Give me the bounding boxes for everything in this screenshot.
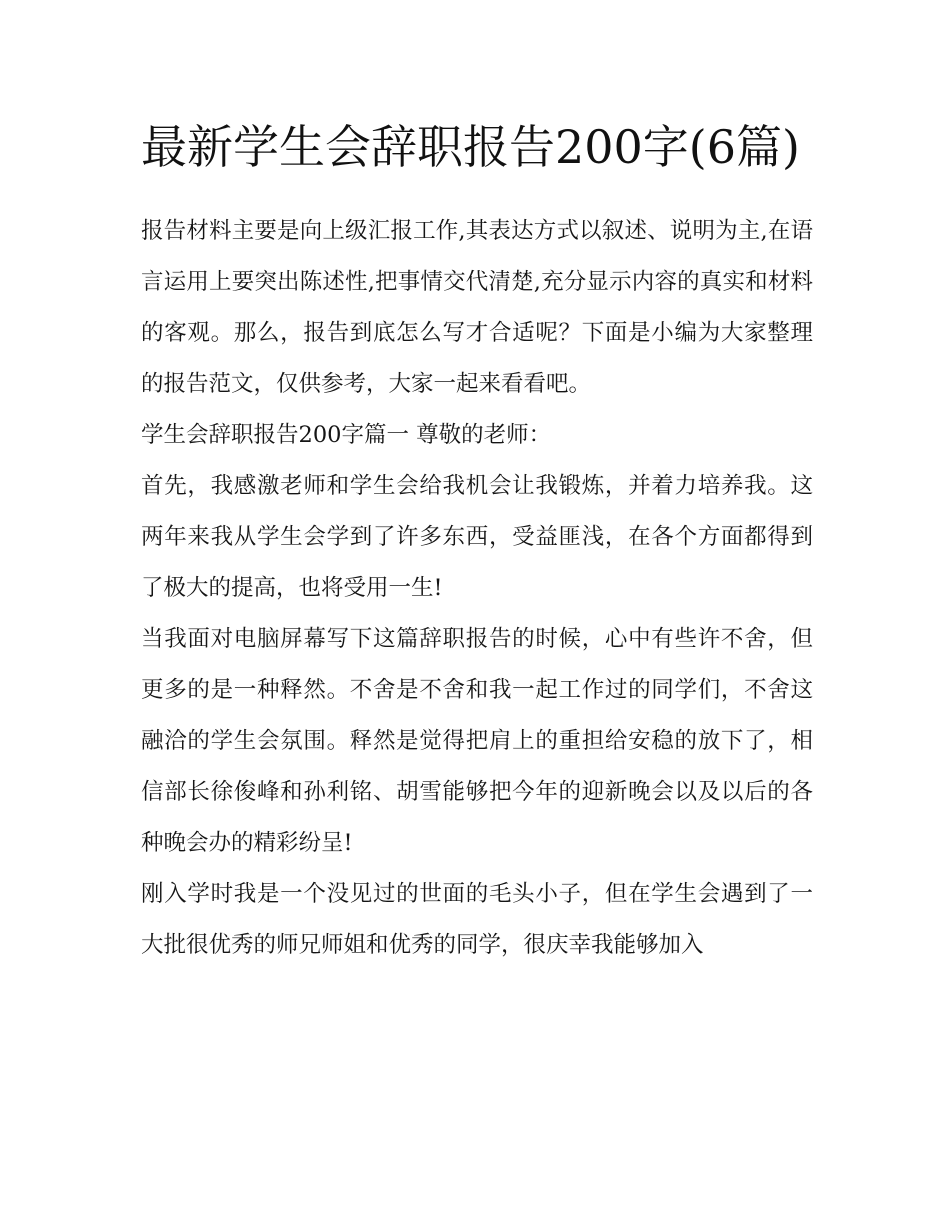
document-body — [141, 110, 813, 971]
body-paragraph: 刚入学时我是一个没见过的世面的毛头小子，但在学生会遇到了一大批很优秀的师兄师姐和优秀的同学，很庆幸我能够加入 — [141, 881, 813, 958]
section-heading: 学生会辞职报告200字篇一 尊敬的老师： — [141, 422, 552, 448]
body-paragraph: 当我面对电脑屏幕写下这篇辞职报告的时候，心中有些许不舍，但更多的是一种释然。不舍是不舍和我一起工作过的同学们，不舍这融洽的学生会氛围。释然是觉得把肩上的重担给安稳的放下了，相信部长徐俊峰和孙利铭、胡雪能够把今年的迎新晚会以及以后的各种晚会办的精彩纷呈! — [141, 626, 813, 856]
document-title: 最新学生会辞职报告200字(6篇) — [141, 120, 800, 174]
intro-paragraph: 报告材料主要是向上级汇报工作,其表达方式以叙述、说明为主,在语言运用上要突出陈述性,把事情交代清楚,充分显示内容的真实和材料的客观。那么，报告到底怎么写才合适呢？下面是小编为大家整理的报告范文，仅供参考，大家一起来看看吧。 — [141, 218, 813, 397]
body-paragraph: 首先，我感激老师和学生会给我机会让我锻炼，并着力培养我。这两年来我从学生会学到了许多东西，受益匪浅，在各个方面都得到了极大的提高，也将受用一生! — [141, 473, 813, 601]
